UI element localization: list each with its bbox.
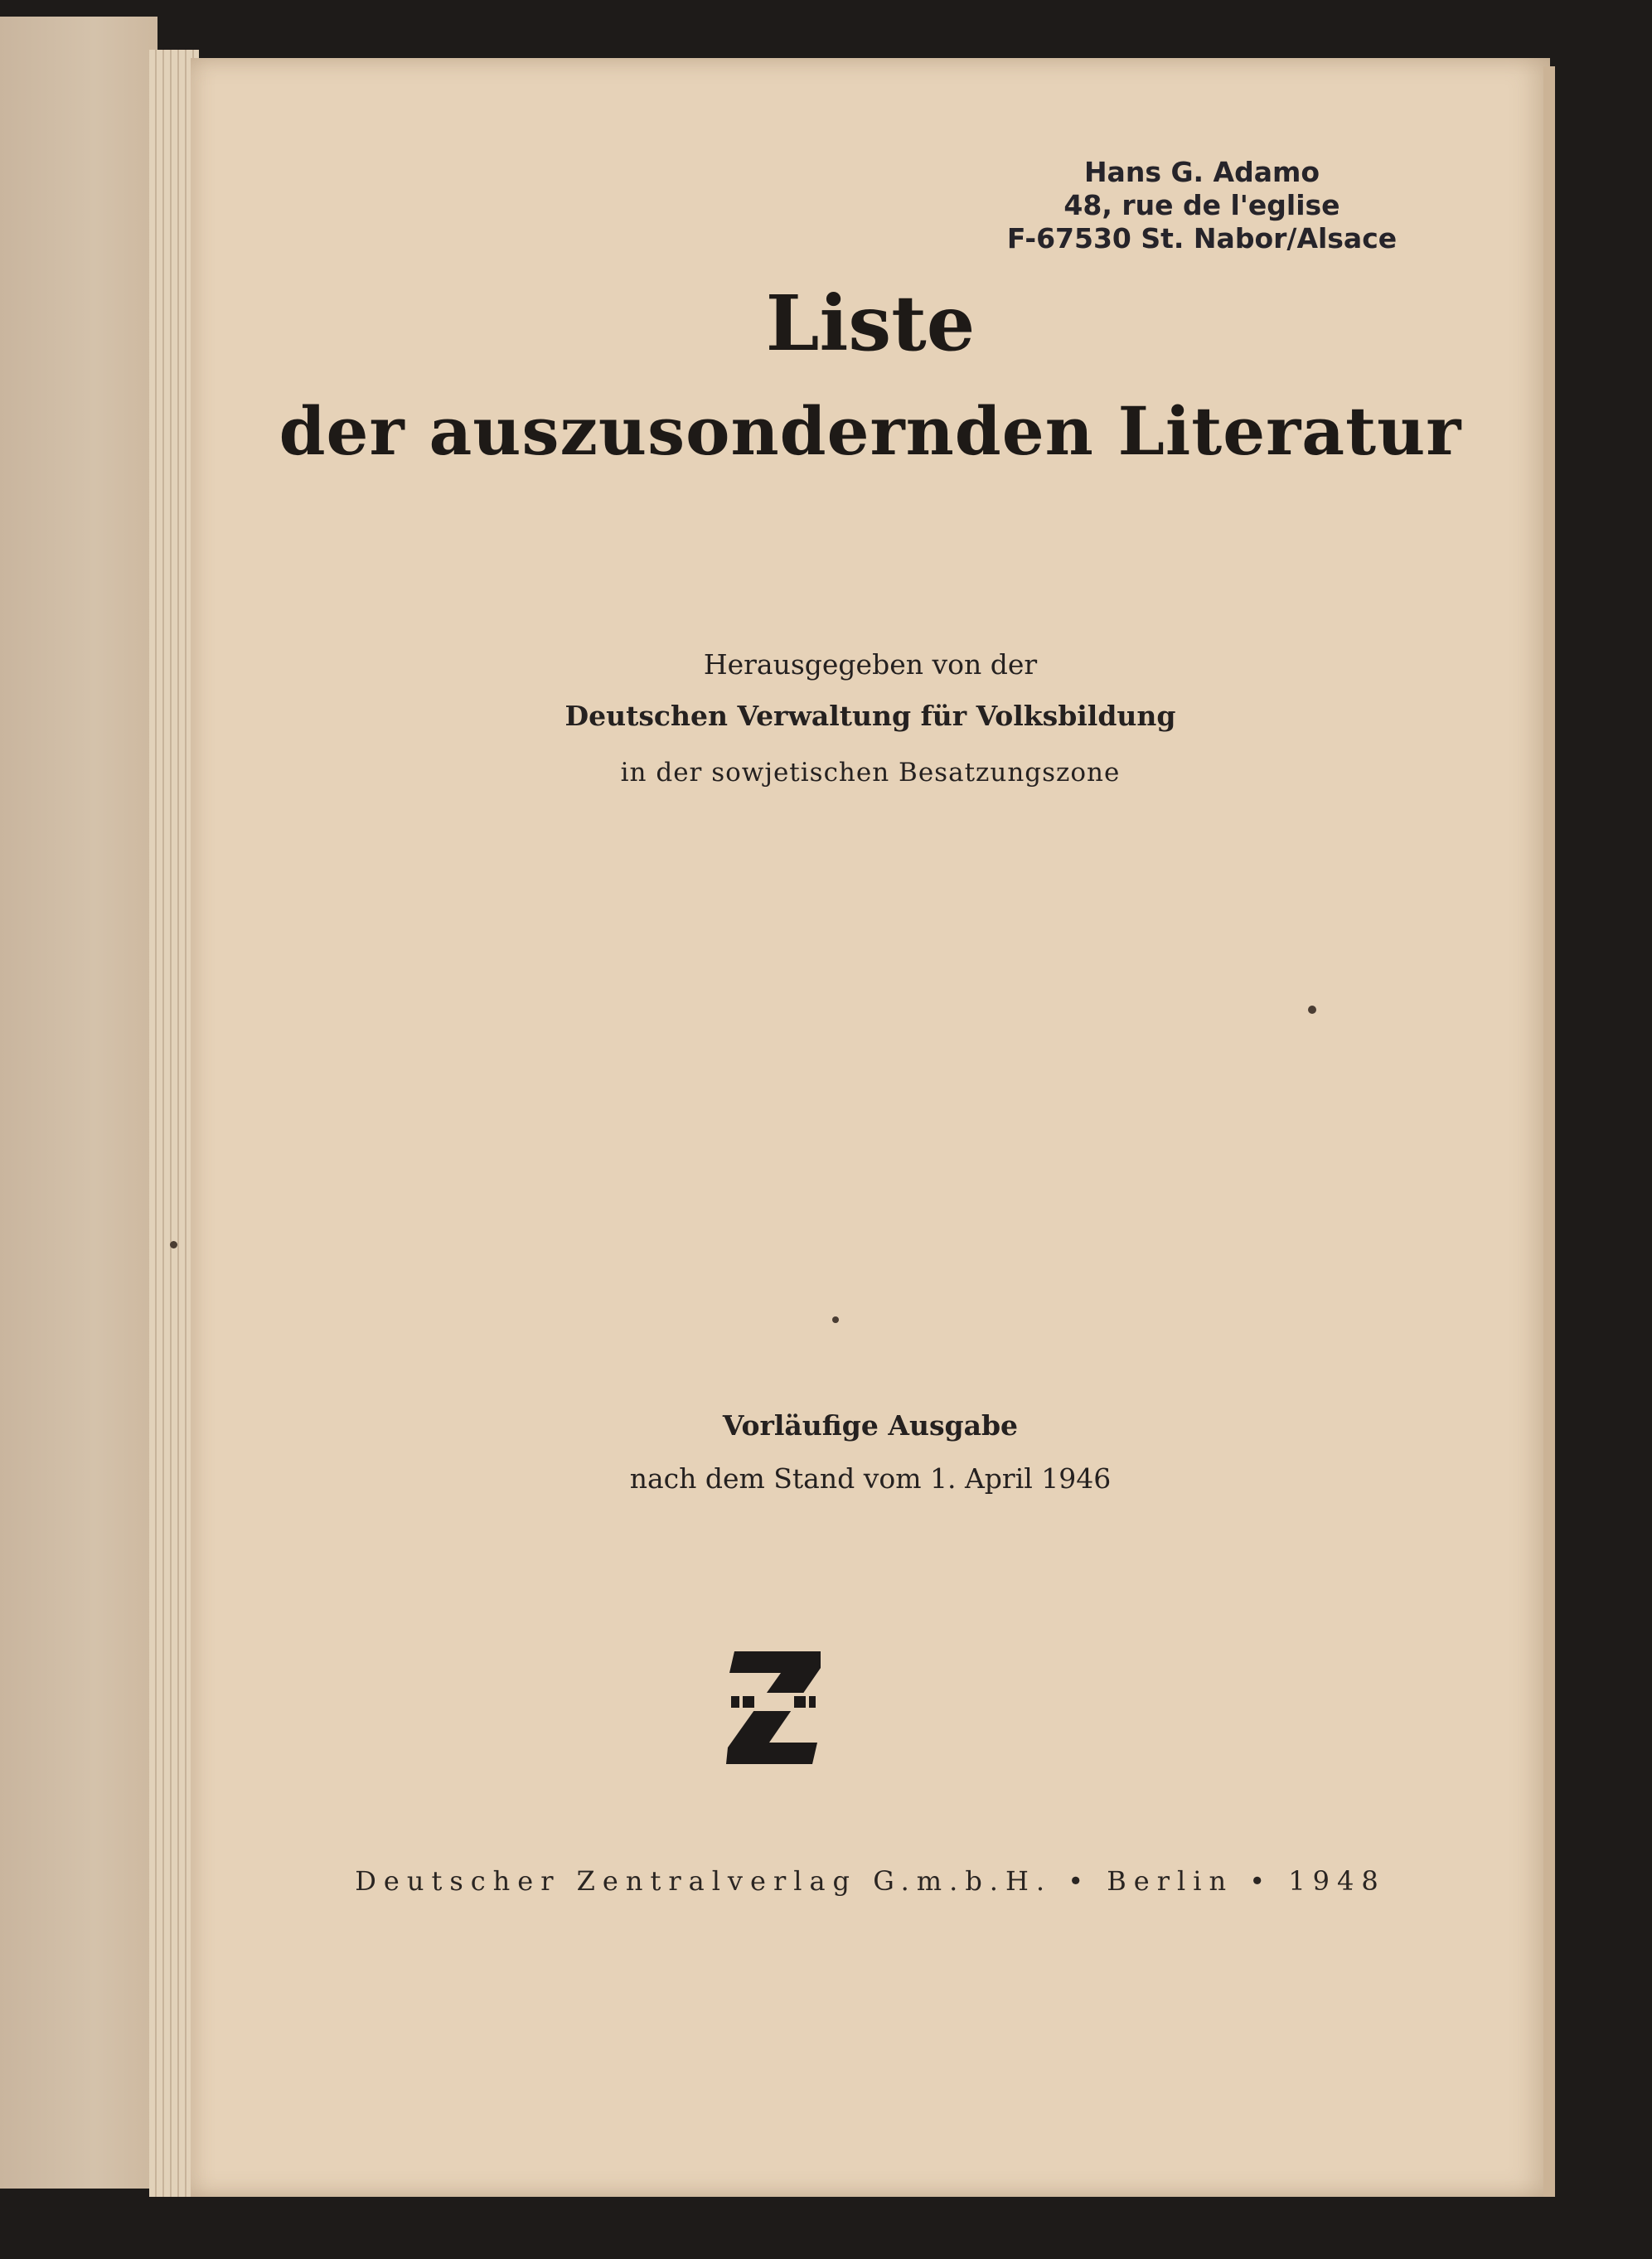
- publisher-name: Deutschen Verwaltung für Volksbildung: [564, 700, 1176, 732]
- publisher-imprint: Deutscher Zentralverlag G.m.b.H. • Berlin • 1948: [355, 1865, 1386, 1897]
- book-subtitle: der auszusondernden Literatur: [279, 392, 1462, 470]
- publisher-intro: Herausgegeben von der: [703, 648, 1038, 681]
- book-title: Liste: [765, 279, 976, 368]
- edition-label: Vorläufige Ausgabe: [722, 1409, 1019, 1442]
- owner-stamp-city: F-67530 St. Nabor/Alsace: [1006, 222, 1398, 255]
- edition-date: nach dem Stand vom 1. April 1946: [629, 1462, 1112, 1495]
- paper-speck: [832, 1316, 839, 1323]
- publisher-zone: in der sowjetischen Besatzungszone: [620, 758, 1121, 788]
- owner-stamp-name: Hans G. Adamo: [1083, 156, 1320, 188]
- paper-speck: [1308, 1006, 1316, 1014]
- owner-stamp: [995, 156, 1409, 255]
- facing-page: [0, 17, 157, 2189]
- publisher-z-logo-icon: [719, 1650, 827, 1766]
- paper-speck: [170, 1241, 177, 1248]
- owner-stamp-street: 48, rue de l'eglise: [1063, 189, 1340, 221]
